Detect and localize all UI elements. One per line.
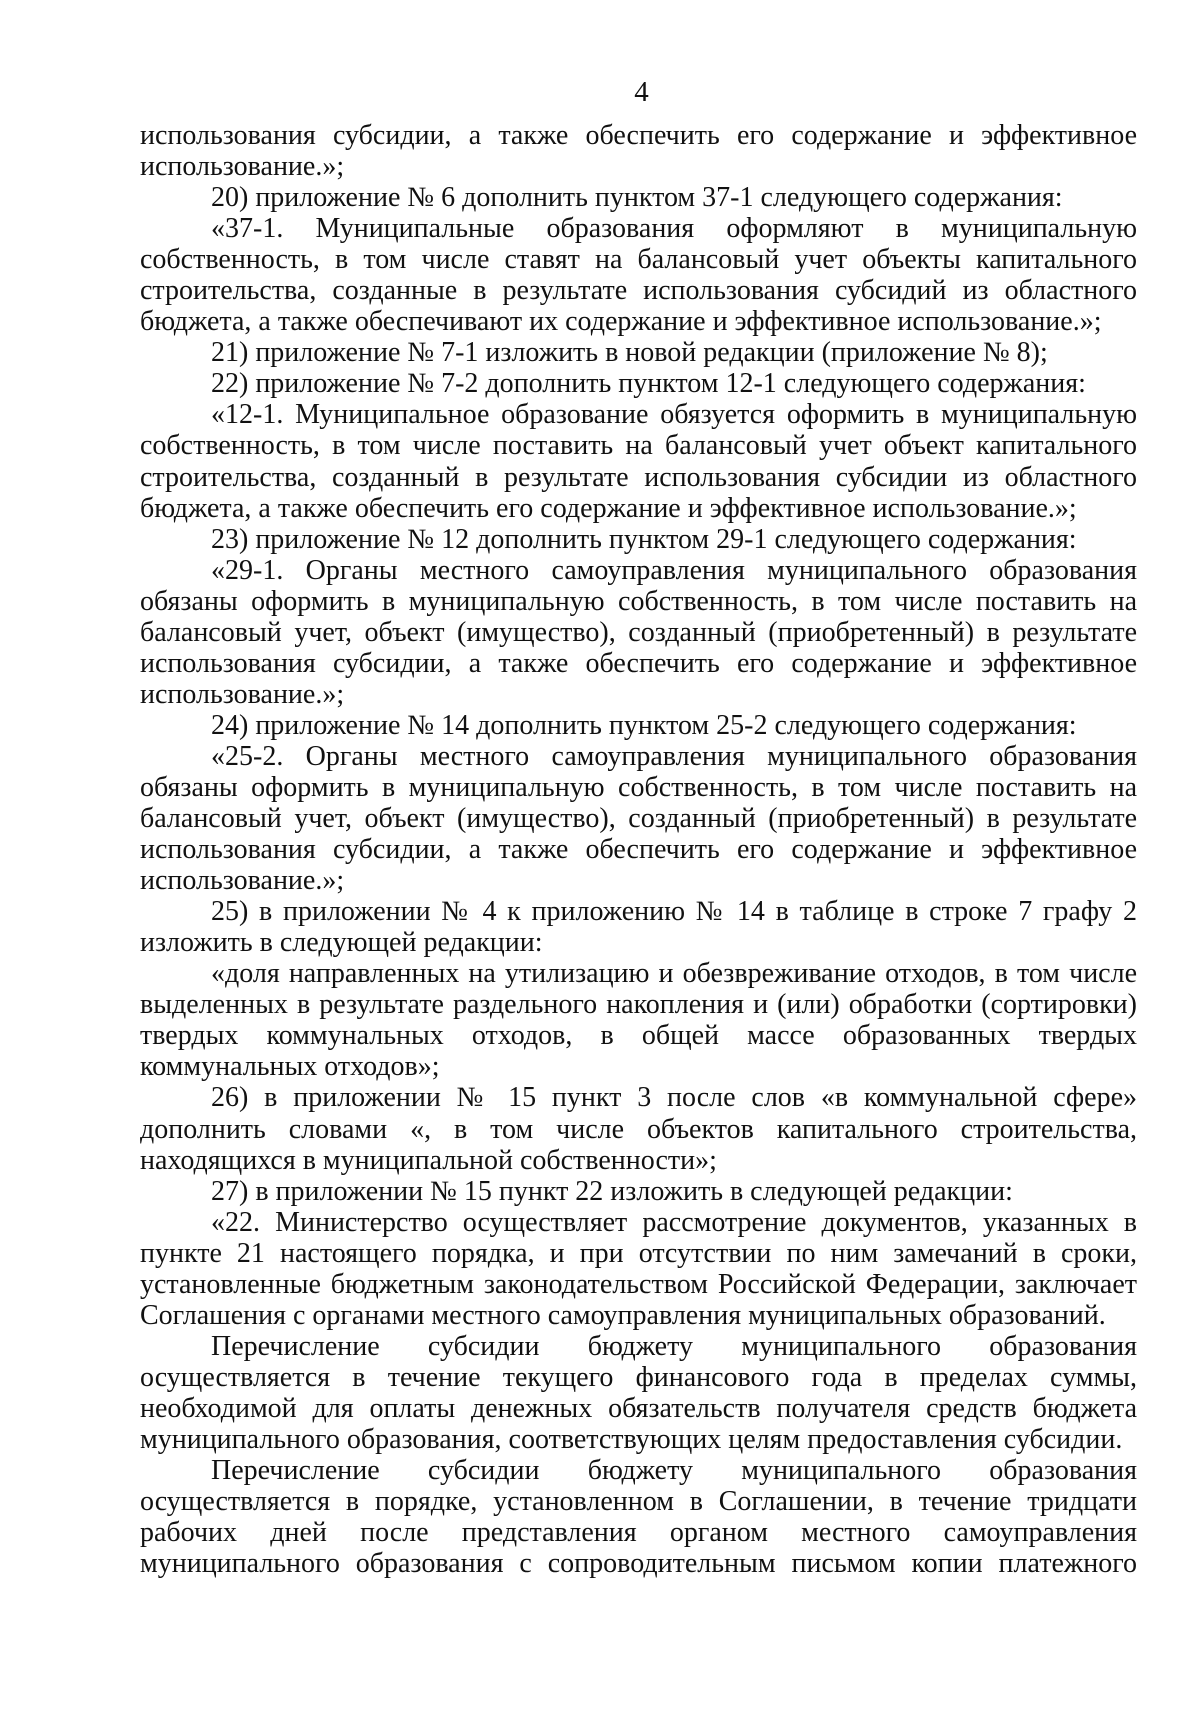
paragraph: 27) в приложении № 15 пункт 22 изложить в следующей редакции: — [211, 1175, 1013, 1207]
paragraph: использования субсидии, а также обеспечить его содержание и эффективное использование.»; — [140, 120, 1137, 183]
paragraph: 22) приложение № 7-2 дополнить пунктом 12-1 следующего содержания: — [211, 368, 1086, 400]
paragraph: «12-1. Муниципальное образование обязуется оформить в муниципальную собственность, в том числе поставить на балансовый учет объект капитального строительства, созданный в результате использования субсидии из областного бюджета, а также обеспечить его содержание и эффективное использование.»; — [140, 399, 1137, 524]
paragraph: «25-2. Органы местного самоуправления муниципального образования обязаны оформить в муниципальную собственность, в том числе поставить на балансовый учет, объект (имущество), созданный (приобретенный) в результате использования субсидии, а также обеспечить его содержание и эффективное использование.»; — [140, 740, 1137, 897]
paragraph: «доля направленных на утилизацию и обезвреживание отходов, в том числе выделенных в результате раздельного накопления и (или) обработки (сортировки) твердых коммунальных отходов, в общей массе образованных твердых коммунальных отходов»; — [140, 958, 1137, 1083]
paragraph: «29-1. Органы местного самоуправления муниципального образования обязаны оформить в муниципальную собственность, в том числе поставить на балансовый учет, объект (имущество), созданный (приобретенный) в результате использования субсидии, а также обеспечить его содержание и эффективное использование.»; — [140, 554, 1137, 710]
paragraph: 25) в приложении № 4 к приложению № 14 в таблице в строке 7 графу 2 изложить в следующей редакции: — [140, 896, 1137, 959]
paragraph: 23) приложение № 12 дополнить пунктом 29-1 следующего содержания: — [211, 523, 1077, 555]
document-body — [140, 120, 1137, 1579]
paragraph: 24) приложение № 14 дополнить пунктом 25-2 следующего содержания: — [211, 709, 1077, 741]
paragraph: 21) приложение № 7-1 изложить в новой редакции (приложение № 8); — [211, 337, 1048, 369]
paragraph: 26) в приложении № 15 пункт 3 после слов «в коммунальной сфере» дополнить словами «, в том числе объектов капитального строительства, находящихся в муниципальной собственности»; — [140, 1082, 1137, 1176]
page-number: 4 — [634, 76, 649, 108]
paragraph: 20) приложение № 6 дополнить пунктом 37-1 следующего содержания: — [211, 182, 1063, 214]
paragraph: «22. Министерство осуществляет рассмотрение документов, указанных в пункте 21 настоящего порядка, и при отсутствии по ним замечаний в сроки, установленные бюджетным законодательством Российской Федерации, заключает Соглашения с органами местного самоуправления муниципальных образований. — [140, 1206, 1137, 1331]
paragraph: «37-1. Муниципальные образования оформляют в муниципальную собственность, в том числе ставят на балансовый учет объекты капитального строительства, созданные в результате использования субсидий из областного бюджета, а также обеспечивают их содержание и эффективное использование.»; — [140, 213, 1137, 338]
paragraph: Перечисление субсидии бюджету муниципального образования осуществляется в порядке, установленном в Соглашении, в течение тридцати рабочих дней после представления органом местного самоуправления муниципального образования с сопроводительным письмом копии платежного — [140, 1455, 1137, 1580]
paragraph: Перечисление субсидии бюджету муниципального образования осуществляется в течение текущего финансового года в пределах суммы, необходимой для оплаты денежных обязательств получателя средств бюджета муниципального образования, соответствующих целям предоставления субсидии. — [140, 1330, 1137, 1455]
